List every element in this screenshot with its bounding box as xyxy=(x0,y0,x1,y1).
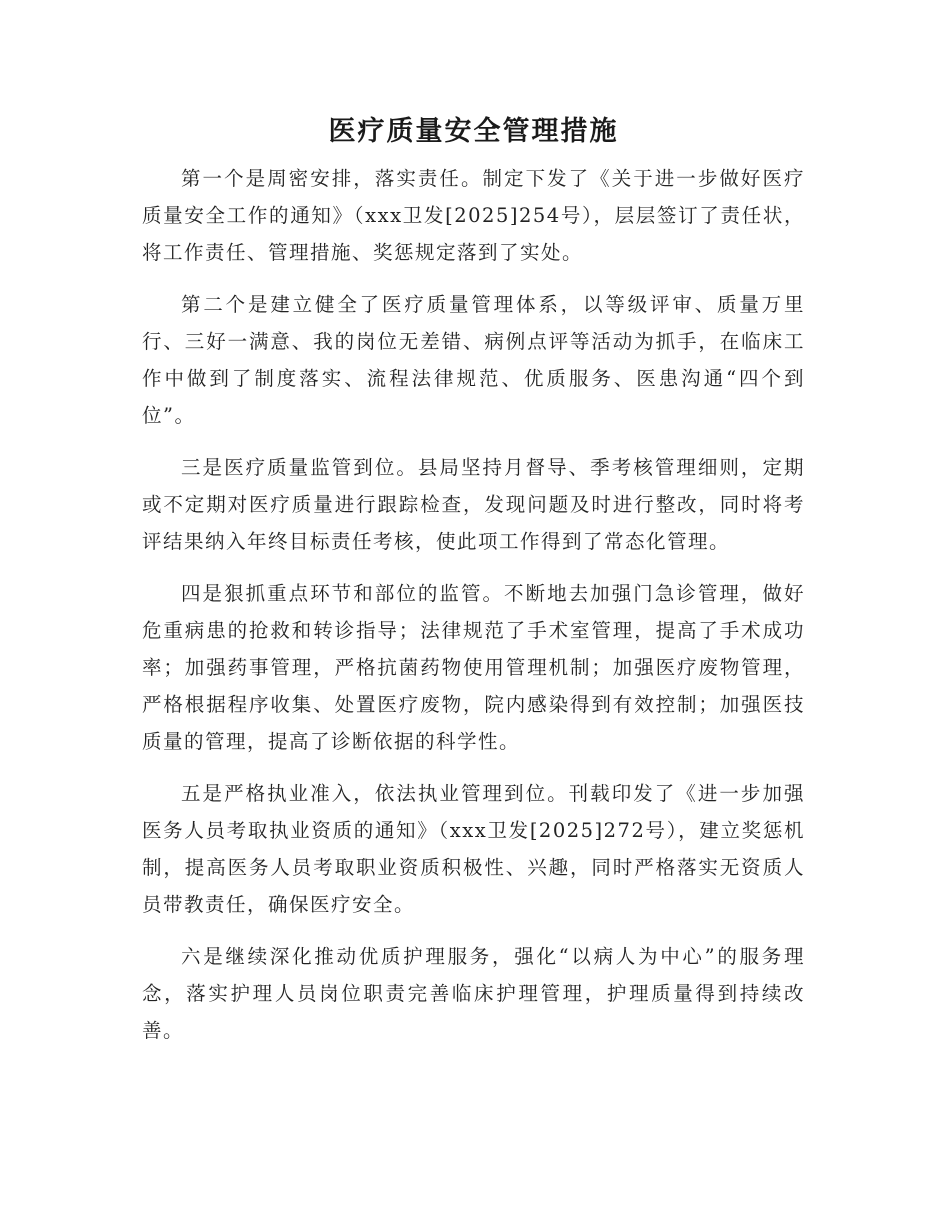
document-title: 医疗质量安全管理措施 xyxy=(328,116,619,147)
paragraph-6: 六是继续深化推动优质护理服务，强化“以病人为中心”的服务理念，落实护理人员岗位职责完善临床护理管理，护理质量得到持续改善。 xyxy=(142,945,805,1042)
paragraph-3: 三是医疗质量监管到位。县局坚持月督导、季考核管理细则，定期或不定期对医疗质量进行跟踪检查，发现问题及时进行整改，同时将考评结果纳入年终目标责任考核，使此项工作得到了常态化管理。 xyxy=(142,456,805,553)
paragraph-5: 五是严格执业准入，依法执业管理到位。刊载印发了《进一步加强医务人员考取执业资质的通知》（xxx卫发[2025]272号），建立奖惩机制，提高医务人员考取职业资质积极性、兴趣，同时严格落实无资质人员带教责任，确保医疗安全。 xyxy=(142,782,805,916)
paragraph-4: 四是狠抓重点环节和部位的监管。不断地去加强门急诊管理，做好危重病患的抢救和转诊指导；法律规范了手术室管理，提高了手术成功率；加强药事管理，严格抗菌药物使用管理机制；加强医疗废物管理，严格根据程序收集、处置医疗废物，院内感染得到有效控制；加强医技质量的管理，提高了诊断依据的科学性。 xyxy=(142,582,805,753)
paragraph-1: 第一个是周密安排，落实责任。制定下发了《关于进一步做好医疗质量安全工作的通知》（xxx卫发[2025]254号），层层签订了责任状，将工作责任、管理措施、奖惩规定落到了实处。 xyxy=(142,167,805,264)
paragraph-2: 第二个是建立健全了医疗质量管理体系，以等级评审、质量万里行、三好一满意、我的岗位无差错、病例点评等活动为抓手，在临床工作中做到了制度落实、流程法律规范、优质服务、医患沟通“四个到位”。 xyxy=(142,293,805,427)
